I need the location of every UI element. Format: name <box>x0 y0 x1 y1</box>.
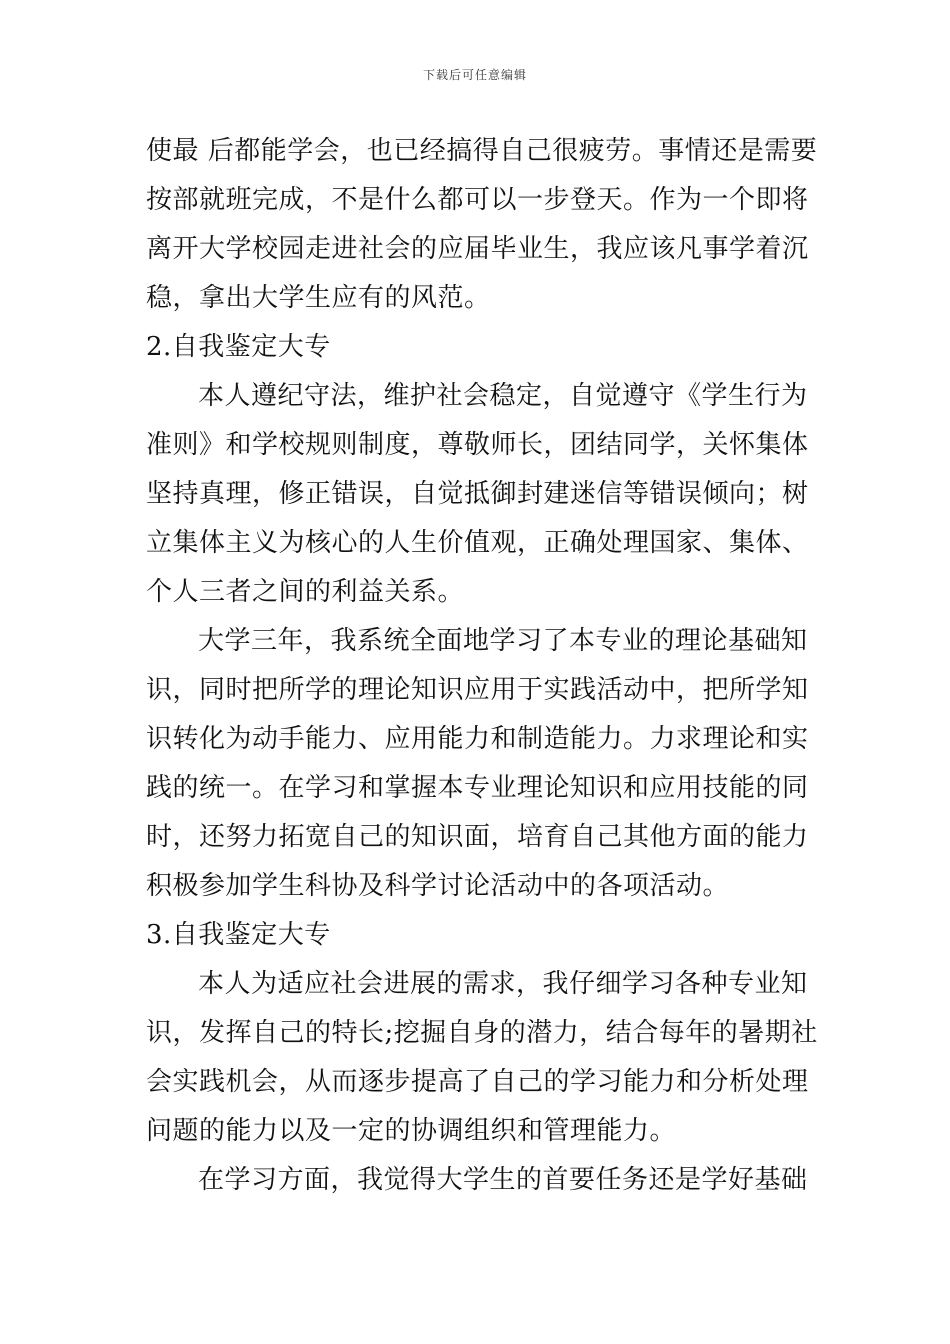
paragraph-line: 识，同时把所学的理论知识应用于实践活动中，把所学知 <box>146 675 809 705</box>
paragraph-line: 坚持真理，修正错误，自觉抵御封建迷信等错误倾向；树 <box>146 479 809 509</box>
document-body <box>146 127 818 1205</box>
page-header-note: 下载后可任意编辑 <box>422 68 527 82</box>
paragraph-line: 在学习方面，我觉得大学生的首要任务还是学好基础 <box>198 1165 808 1195</box>
section-heading: 2.自我鉴定大专 <box>146 332 331 362</box>
paragraph-line: 本人遵纪守法，维护社会稳定，自觉遵守《学生行为 <box>198 381 808 411</box>
paragraph-line: 本人为适应社会进展的需求，我仔细学习各种专业知 <box>198 969 808 999</box>
paragraph-line: 时，还努力拓宽自己的知识面，培育自己其他方面的能力 <box>146 822 809 852</box>
paragraph-line: 个人三者之间的利益关系。 <box>146 577 465 607</box>
paragraph-line: 大学三年，我系统全面地学习了本专业的理论基础知 <box>198 626 808 656</box>
paragraph-line: 立集体主义为核心的人生价值观，正确处理国家、集体、 <box>146 528 809 558</box>
paragraph-line: 离开大学校园走进社会的应届毕业生，我应该凡事学着沉 <box>146 234 809 264</box>
paragraph-line: 准则》和学校规则制度，尊敬师长，团结同学，关怀集体 <box>146 430 809 460</box>
paragraph-line: 问题的能力以及一定的协调组织和管理能力。 <box>146 1116 677 1146</box>
paragraph-line: 识，发挥自己的特长;挖掘自身的潜力，结合每年的暑期社 <box>146 1018 818 1048</box>
paragraph-line: 识转化为动手能力、应用能力和制造能力。力求理论和实 <box>146 724 809 754</box>
paragraph-line: 积极参加学生科协及科学讨论活动中的各项活动。 <box>146 871 730 901</box>
section-heading: 3.自我鉴定大专 <box>146 920 331 950</box>
paragraph-line: 按部就班完成，不是什么都可以一步登天。作为一个即将 <box>146 185 809 215</box>
paragraph-line: 使最 后都能学会，也已经搞得自己很疲劳。事情还是需要 <box>146 136 818 166</box>
paragraph-line: 会实践机会，从而逐步提高了自己的学习能力和分析处理 <box>146 1067 809 1097</box>
paragraph-line: 稳，拿出大学生应有的风范。 <box>146 283 491 313</box>
paragraph-line: 践的统一。在学习和掌握本专业理论知识和应用技能的同 <box>146 773 809 803</box>
